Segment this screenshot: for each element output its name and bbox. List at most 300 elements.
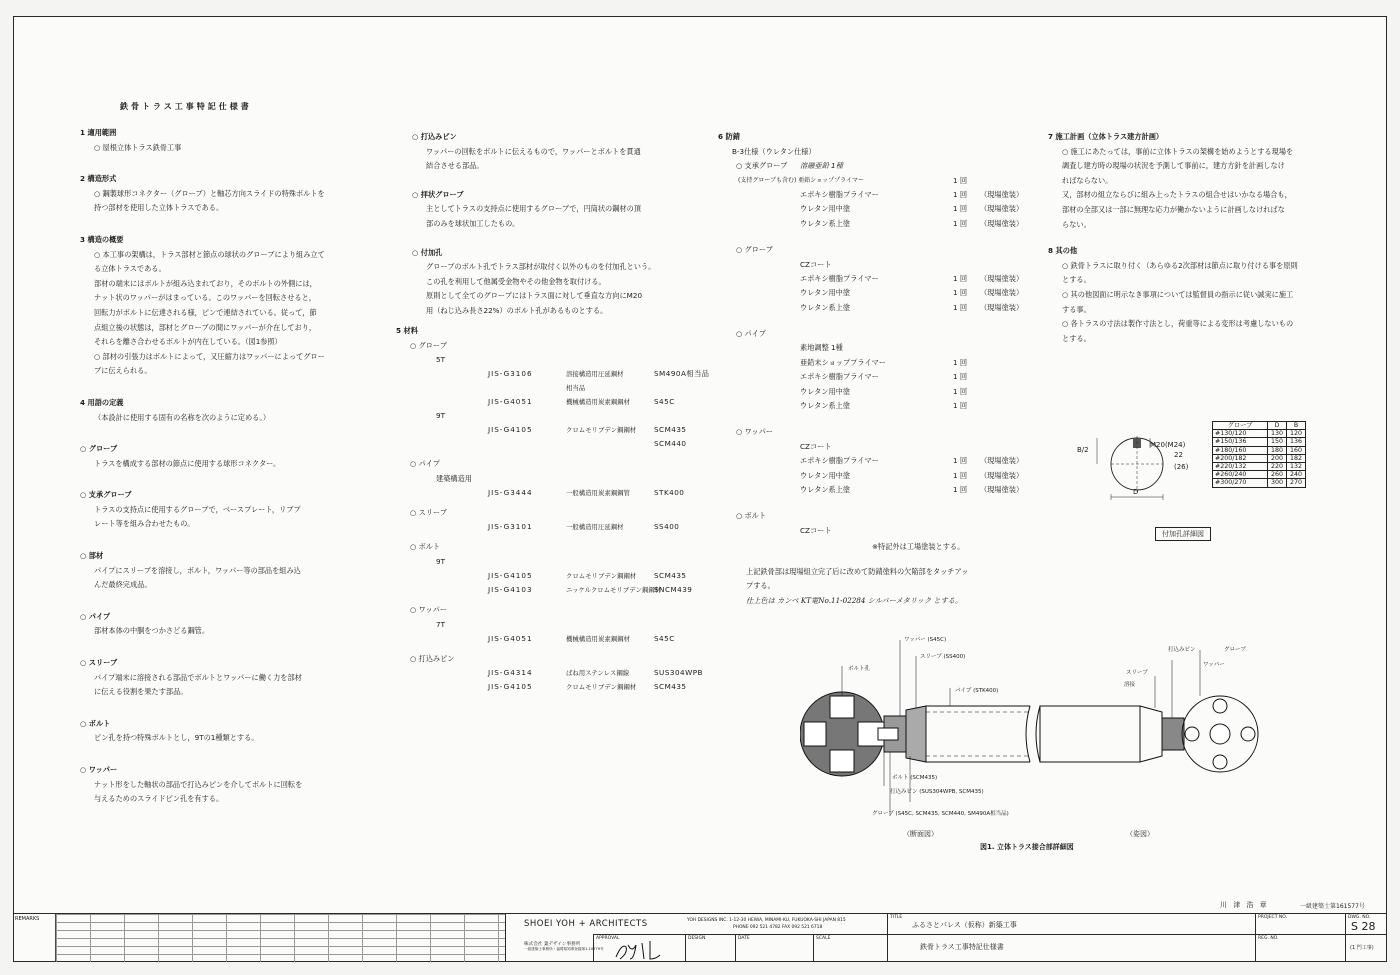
paint-row [718, 385, 1050, 399]
remarks-cell [13, 914, 55, 962]
section-line: トラスを構成する部材の節点に使用する球形コネクター。 [94, 458, 281, 468]
paint-item: ウレタン用中塗 [800, 470, 851, 480]
section-line: ればならない。 [1062, 175, 1113, 185]
paint-row [718, 370, 1050, 384]
paint-count: 1 回 [952, 218, 968, 228]
section-heading: 4 用語の定義 [80, 397, 124, 407]
paint-table [718, 159, 1050, 538]
section-heading: ○ 支承グローブ [80, 490, 132, 500]
fig-label-sleeve: スリーブ (SS400) [920, 654, 966, 660]
globe-table-cell: 180 [1268, 446, 1287, 454]
material-grade: SUS304WPB [654, 668, 703, 678]
detail-dim-left: B/2 [1077, 446, 1089, 454]
paint-site-note [980, 385, 1050, 399]
paint-count: 1 回 [952, 401, 968, 411]
section-heading: ○ 拝状グローブ [412, 189, 464, 199]
globe-table-row [1213, 438, 1306, 446]
paint-row [718, 454, 1050, 468]
document-title: 鉄骨トラス工事特記仕様書 [120, 102, 252, 111]
firm-name: SHOEI YOH + ARCHITECTS [524, 919, 648, 929]
paint-row [718, 356, 1050, 370]
section-heading: ○ ワッパー [80, 765, 118, 774]
section-line: ○ 鋼製球形コネクター（グローブ）と軸芯方向スライドの特殊ボルトを [94, 188, 325, 198]
paint-item: ウレタン系上塗 [800, 302, 851, 312]
paint-count: 1 回 [952, 288, 968, 298]
fig-label-sleeve-right: スリーブ [1126, 670, 1148, 676]
paint-item: ウレタン用中塗 [800, 288, 851, 298]
globe-table-cell: 200 [1268, 454, 1287, 462]
section-heading: 1 適用範囲 [80, 128, 117, 137]
architect-name: 川 津 浩 章 [1220, 901, 1269, 909]
section-line: ワッパーの回転をボルトに伝えるもので，ワッパーとボルトを貫通 [426, 146, 641, 156]
globe-table-header: B [1287, 422, 1306, 430]
material-sub [396, 666, 488, 680]
dwg-no-label: DWG. NO. [1348, 915, 1371, 920]
design-cell [685, 934, 735, 962]
globe-table-cell: 120 [1287, 430, 1306, 438]
material-sub [396, 381, 488, 395]
section-line: 部のみを球状加工したもの。 [426, 218, 520, 228]
detail-thread-label: M20(M24) [1150, 441, 1186, 449]
material-sub [396, 569, 488, 583]
material-row [396, 632, 709, 646]
globe-table-cell: 270 [1287, 479, 1306, 487]
section-line: それらを離さ合わせるボルトが内在している。（図1参照） [94, 337, 282, 347]
paint-site-note [980, 174, 1050, 188]
section-line: とする。 [1062, 275, 1091, 285]
scale-label: SCALE [816, 936, 831, 941]
material-standard: JIS-G4105 [488, 570, 533, 580]
paint-site-note [980, 524, 1050, 538]
material-row [396, 555, 709, 569]
material-group-label: ○ グローブ [410, 340, 447, 350]
material-row [396, 367, 709, 381]
material-row [396, 353, 709, 367]
paint-group-label: ○ ワッパー [736, 427, 773, 437]
section-line: んだ最終完成品。 [94, 580, 152, 590]
material-grade: SCM435 [654, 682, 687, 692]
material-sub [396, 583, 488, 597]
paint-site-note: （現場塗装） [980, 273, 1024, 283]
material-sub: 9T [436, 411, 445, 421]
globe-table-cell: 130 [1268, 430, 1287, 438]
material-standard: JIS-G3106 [488, 369, 533, 379]
material-standard [488, 353, 566, 367]
project-no-divider [1256, 934, 1345, 935]
paint-group-label: ○ 支承グローブ [736, 161, 788, 171]
fig-label-pin: 打込みピン (SUS304WPB, SCM435) [890, 789, 984, 795]
material-name [566, 472, 654, 486]
material-sub: 9T [436, 556, 445, 566]
globe-table-cell: #260/240 [1213, 471, 1268, 479]
paint-group-row [718, 243, 1050, 257]
material-group-label: ○ 打込みピン [410, 653, 455, 663]
paint-item: ウレタン用中塗 [800, 386, 851, 396]
globe-table-cell: 160 [1287, 446, 1306, 454]
paint-item: (支持グローブも含む) 亜鉛ショッププライマー [738, 176, 864, 184]
section-line: ナット形をした軸状の部品で打込みピンを介してボルトに回転を [94, 779, 303, 789]
material-group-label: ○ ワッパー [410, 604, 447, 614]
section-line: トラスの支持点に使用するグローブで，ベースプレート，リブプ [94, 504, 301, 514]
material-sub: 建築構造用 [436, 473, 472, 483]
fig-label-bolt-hole: ボルト孔 [848, 666, 871, 672]
paint-row [718, 341, 1050, 355]
section-line: ○ 本工事の架構は，トラス部材と節点の球状のグローブにより組み立て [94, 249, 325, 259]
material-grade: SM490A相当品 [654, 369, 710, 379]
paint-site-note [980, 370, 1050, 384]
section-line: 調査し建方時の現場の状況を予測して事前に，建方方針を計画しなけ [1062, 161, 1285, 171]
material-grade: SCM435 [654, 570, 687, 580]
material-sub [396, 437, 488, 451]
paint-count: 1 回 [952, 204, 968, 214]
material-sub [396, 486, 488, 500]
globe-table-header: D [1268, 422, 1287, 430]
material-name: 機械構造用炭素鋼鋼材 [566, 398, 630, 407]
globe-table-cell: #150/136 [1213, 438, 1268, 446]
paint-item: 亜鉛末ショッププライマー [800, 357, 886, 367]
section-line: 回転力がボルトに伝達される様，ピンで連結されている。従って，節 [94, 307, 317, 317]
globe-table-cell: 136 [1287, 438, 1306, 446]
material-grade: SS400 [654, 522, 680, 532]
approval-label: APPROVAL [596, 936, 620, 941]
paint-row [718, 440, 1050, 454]
paint-row [718, 217, 1050, 231]
section-line: ナット状のワッパーがはまっている。このワッパーを回転させると， [94, 293, 316, 303]
detail-dim-b: (26) [1174, 463, 1189, 471]
paint-site-note: （現場塗装） [980, 485, 1024, 494]
fig-label-wapper-right: ワッパー [1203, 662, 1225, 668]
material-row [396, 395, 709, 409]
date-cell [735, 934, 813, 962]
fig-label-pin-right: 打込みピン [1168, 647, 1196, 653]
section-line: ○ 施工にあたっては，事前に立体トラスの架構を始めようとする現場を [1062, 146, 1294, 156]
section-line: 持つ部材を使用した立体トラスである。 [94, 203, 224, 213]
paint-row [718, 286, 1050, 300]
fig-elevation-label: （姿図） [1126, 830, 1154, 838]
paint-count: 1 回 [952, 372, 968, 382]
firm-registration: 一級建築士事務所・福岡県知事登録第1-10779号 [524, 947, 604, 951]
material-row [396, 409, 709, 423]
materials-heading: 5 材料 [396, 326, 418, 335]
material-row [396, 437, 709, 451]
title-divider [888, 934, 1255, 935]
date-label: DATE [738, 936, 750, 941]
paint-count: 1 回 [952, 470, 968, 480]
paint-site-note: （現場塗装） [980, 189, 1024, 199]
material-grade: SNCM439 [654, 584, 693, 594]
section-line: （本設計に使用する固有の名称を次のように定める。） [94, 412, 271, 422]
detail-dim-bottom: D [1133, 488, 1139, 496]
paint-subheading: B-3仕様（ウレタン仕様） [732, 146, 816, 156]
fig-label-globe-right: グローブ [1224, 647, 1246, 653]
section-heading: ○ 打込みピン [412, 132, 457, 141]
material-row [396, 618, 709, 632]
material-name: 機械構造用炭素鋼鋼材 [566, 634, 630, 643]
paint-count: 1 回 [952, 456, 968, 466]
material-standard [488, 618, 566, 632]
section-line: 原則として全てのグローブにはトラス面に対して垂直な方向にM20 [426, 291, 643, 301]
material-grade: SCM435 [654, 425, 687, 435]
paint-row [718, 174, 1050, 188]
section-line: パイプにスリーブを溶接し，ボルト，ワッパー等の部品を組み込 [94, 565, 301, 575]
section-line: ○ 各トラスの寸法は製作寸法とし，荷重等による変形は考慮しないもの [1062, 319, 1294, 329]
material-name [566, 353, 654, 367]
section-line: 用（ねじ込み長さ22%）のボルト孔があるものとする。 [426, 305, 608, 315]
spec-column-4 [1048, 130, 1298, 346]
section-line: ピン孔を持つ特殊ボルトとし，9Tの1種類とする。 [94, 733, 259, 743]
paint-group-label: ○ パイプ [736, 329, 766, 339]
material-standard: JIS-G4103 [488, 584, 533, 594]
handwritten-note: 仕上色は カンペ KT電No.11-02284 シルバーメタリック とする。 [746, 595, 963, 605]
section-heading: ○ グローブ [80, 444, 118, 454]
section-heading: 3 構造の概要 [80, 234, 124, 244]
paint-group-row [718, 159, 1050, 173]
section-heading: 8 其の他 [1048, 246, 1078, 256]
project-no-cell [1255, 914, 1345, 962]
section-heading: 7 施工計画（立体トラス建方計画） [1048, 132, 1164, 141]
section-heading: ○ ボルト [80, 718, 111, 728]
material-sub [396, 367, 488, 381]
section-line: 部材本体の中胴をつかさどる鋼管。 [94, 626, 210, 636]
material-row [396, 569, 709, 583]
paint-site-note: （現場塗装） [980, 288, 1024, 298]
section-line: ○ 部材の引張力はボルトによって，又圧縮力はワッパーによってグロー [94, 351, 325, 361]
section-line: とする。 [1062, 333, 1091, 343]
paint-count [940, 341, 980, 355]
architect-license: 一級建築士第161577号 [1300, 903, 1365, 910]
material-standard: JIS-G4051 [488, 397, 533, 407]
paint-after-line: プする。 [746, 581, 775, 591]
approval-cell [593, 934, 685, 962]
paint-count: 1 回 [952, 386, 968, 396]
globe-table-cell: 240 [1287, 471, 1306, 479]
material-group-label: ○ スリーブ [410, 507, 447, 517]
globe-table-cell: #130/120 [1213, 430, 1268, 438]
material-grade: S45C [654, 633, 675, 643]
paint-row [718, 202, 1050, 216]
paint-count: 1 回 [952, 302, 968, 312]
material-row [396, 583, 709, 597]
material-row [396, 666, 709, 680]
section-line: 又，部材の組立ならびに組み上ったトラスの組合せはいかなる場合も， [1062, 190, 1292, 200]
paint-after-line: 上記鉄骨部は現場組立完了后に改めて防錆塗料の欠陥部をタッチアッ [746, 566, 969, 576]
material-standard [488, 381, 566, 395]
paint-row [718, 188, 1050, 202]
globe-table-cell: #180/160 [1213, 446, 1268, 454]
paint-site-note: （現場塗装） [980, 456, 1024, 466]
title-label: TITLE [890, 915, 903, 920]
globe-table-row [1213, 463, 1306, 471]
material-name: 一般構造用炭素鋼鋼管 [566, 488, 630, 497]
paint-row [718, 399, 1050, 413]
paint-site-note: （現場塗装） [980, 218, 1024, 228]
material-standard [488, 437, 566, 451]
reg-no-label: REG. NO. [1258, 936, 1279, 941]
paint-site-note [980, 356, 1050, 370]
material-name: 溶接構造用圧延鋼材 [566, 370, 624, 379]
paint-row [718, 301, 1050, 315]
material-name [566, 618, 654, 632]
title-cell [887, 914, 1255, 962]
section-line: 主としてトラスの支持点に使用するグローブで，円筒状の鋼材の頂 [426, 204, 641, 214]
globe-table-cell: 300 [1268, 479, 1287, 487]
material-name: クロムモリブデン鋼鋼材 [566, 426, 637, 435]
material-name: クロムモリブデン鋼鋼材 [566, 683, 637, 692]
dwg-no-cell [1345, 914, 1387, 962]
material-grade: STK400 [654, 487, 685, 497]
fig-label-pipe: パイプ (STK400) [955, 688, 999, 694]
section-heading: 2 構造形式 [80, 174, 117, 184]
drawing-title: 鉄骨トラス工事特記仕様書 [920, 943, 1004, 951]
paint-count [940, 258, 980, 272]
section-heading: ○ スリーブ [80, 658, 118, 668]
paint-item: ウレタン用中塗 [800, 204, 851, 214]
paint-item: ウレタン系上塗 [800, 218, 851, 228]
globe-table-cell: 260 [1268, 471, 1287, 479]
material-row [396, 520, 709, 534]
paint-count: 1 回 [952, 175, 968, 185]
remarks-label: REMARKS [15, 916, 40, 922]
material-name: クロムモリブデン鋼鋼材 [566, 571, 637, 580]
paint-site-note: （現場塗装） [980, 302, 1024, 312]
material-grade: SCM440 [654, 439, 687, 449]
spec-column-2 [412, 130, 655, 319]
globe-table-cell: 150 [1268, 438, 1287, 446]
dwg-no-divider [1346, 934, 1387, 935]
project-title: ふるさとパレス（仮称）新築工事 [912, 921, 1017, 929]
material-row [396, 381, 709, 395]
material-sub: 7T [436, 619, 445, 629]
paint-count [940, 524, 980, 538]
detail-caption: 付加孔詳細図 [1155, 527, 1211, 541]
section-line: レート等を組み合わせたもの。 [94, 519, 195, 529]
paint-item: エポキシ樹脂プライマー [800, 189, 879, 199]
globe-table-cell: 220 [1268, 463, 1287, 471]
paint-heading: 6 防錆 [718, 132, 740, 141]
paint-group-row [718, 327, 1050, 341]
fig-label-globe: グローブ (S45C, SCM435, SCM440, SM490A相当品) [872, 811, 1009, 817]
section-line: 与えるためのスライドピン孔を有する。 [94, 794, 224, 804]
paint-footnote: ※特記外は工場塗装とする。 [872, 542, 965, 552]
paint-site-note: （現場塗装） [980, 204, 1024, 214]
material-standard: JIS-G4051 [488, 633, 533, 643]
material-name: 相当品 [566, 384, 586, 393]
paint-group-row [718, 425, 1050, 439]
paint-group-note: 溶融亜鉛 1種 [800, 161, 843, 171]
section-line: 部材の全部又は一部に無理な応力が働かないように計画しなければな [1062, 204, 1285, 214]
section-line: 結合させる部品。 [426, 161, 484, 171]
title-block [13, 913, 1387, 962]
globe-table-cell: #200/182 [1213, 454, 1268, 462]
paint-count: 1 回 [952, 485, 968, 494]
section-line: らない。 [1062, 219, 1091, 229]
material-standard: JIS-G4105 [488, 425, 533, 435]
globe-table-cell: 182 [1287, 454, 1306, 462]
design-label: DESIGN [688, 936, 706, 941]
approval-signature [612, 939, 672, 961]
fig-caption: 図1. 立体トラス接合部詳細図 [980, 843, 1074, 851]
material-sub [396, 632, 488, 646]
dwg-no: S 28 [1351, 920, 1376, 933]
dwg-sub: (1 門工事) [1350, 945, 1374, 951]
section-line: ○ 其の他図面に明示なき事項については監督員の指示に従い誠実に施工 [1062, 289, 1294, 299]
paint-site-note [980, 440, 1050, 454]
firm-address: YOH DESIGNS INC. 1-12-30 HEIWA, MINAMI-KU, FUKUOKA-SHI JAPAN 815 [687, 918, 846, 923]
materials-section [396, 324, 709, 694]
material-standard [488, 555, 566, 569]
paint-row [718, 524, 1050, 538]
spec-column-1 [80, 126, 325, 807]
paint-site-note [980, 258, 1050, 272]
material-sub [396, 423, 488, 437]
globe-table-header: グローブ [1213, 422, 1268, 430]
paint-count: 1 回 [952, 189, 968, 199]
material-sub [396, 520, 488, 534]
paint-site-note [980, 399, 1050, 413]
paint-item: エポキシ樹脂プライマー [800, 273, 879, 283]
paint-item: CZコート [800, 525, 832, 535]
material-standard: JIS-G4105 [488, 682, 533, 692]
paint-row [718, 483, 1050, 497]
paint-count: 1 回 [952, 273, 968, 283]
material-row [396, 680, 709, 694]
paint-group-row [718, 509, 1050, 523]
paint-site-note: （現場塗装） [980, 470, 1024, 480]
paint-item: CZコート [800, 441, 832, 451]
material-standard: JIS-G4314 [488, 668, 533, 678]
material-sub [396, 395, 488, 409]
globe-table-cell: 132 [1287, 463, 1306, 471]
paint-section [718, 130, 1050, 609]
material-sub: 5T [436, 355, 445, 365]
section-line: この孔を利用して他属受金物やその他金物を取付ける。 [426, 276, 606, 286]
material-name [566, 555, 654, 569]
section-line: ○ 屋根立体トラス鉄骨工事 [94, 142, 182, 152]
paint-row [718, 469, 1050, 483]
material-standard [488, 472, 566, 486]
fig-label-bolt: ボルト (SCM435) [892, 775, 938, 781]
globe-table-row [1213, 479, 1306, 487]
paint-group-label: ○ グローブ [736, 245, 773, 255]
firm-phone: PHONE 092 521 4782 FAX 092 521 6718 [733, 925, 823, 930]
fig-label-weld: 溶接 [1124, 682, 1136, 688]
fig-section-label: （断面図） [903, 830, 938, 838]
globe-table-cell: #300/270 [1213, 479, 1268, 487]
section-line: 部材の端末にはボルトが組み込まれており，そのボルトの外側には， [94, 278, 317, 288]
paint-item: エポキシ樹脂プライマー [800, 372, 879, 382]
material-name [566, 409, 654, 423]
material-name [566, 437, 654, 451]
paint-site-note [980, 341, 1050, 355]
section-line: する事。 [1062, 304, 1091, 314]
globe-table-row [1213, 446, 1306, 454]
paint-item: エポキシ樹脂プライマー [800, 456, 879, 466]
globe-table-cell: #220/132 [1213, 463, 1268, 471]
material-group-label: ○ ボルト [410, 542, 441, 552]
material-name: ニッケルクロムモリブデン鋼鋼材 [566, 585, 662, 594]
paint-group-label: ○ ボルト [736, 511, 767, 521]
fig-label-wapper: ワッパー (S45C) [904, 637, 947, 643]
section-heading: ○ 部材 [80, 551, 104, 561]
material-grade: S45C [654, 397, 675, 407]
paint-count [940, 440, 980, 454]
project-no-label: PROJECT NO. [1258, 915, 1288, 920]
material-row [396, 486, 709, 500]
section-heading: ○ 付加孔 [412, 247, 443, 257]
section-heading: ○ パイプ [80, 611, 111, 621]
section-line: グローブのボルト孔でトラス部材が取付く以外のものを付加孔という。 [426, 262, 656, 272]
section-line: パイプ端末に溶接される部品でボルトとワッパーに働く力を部材 [94, 672, 302, 682]
